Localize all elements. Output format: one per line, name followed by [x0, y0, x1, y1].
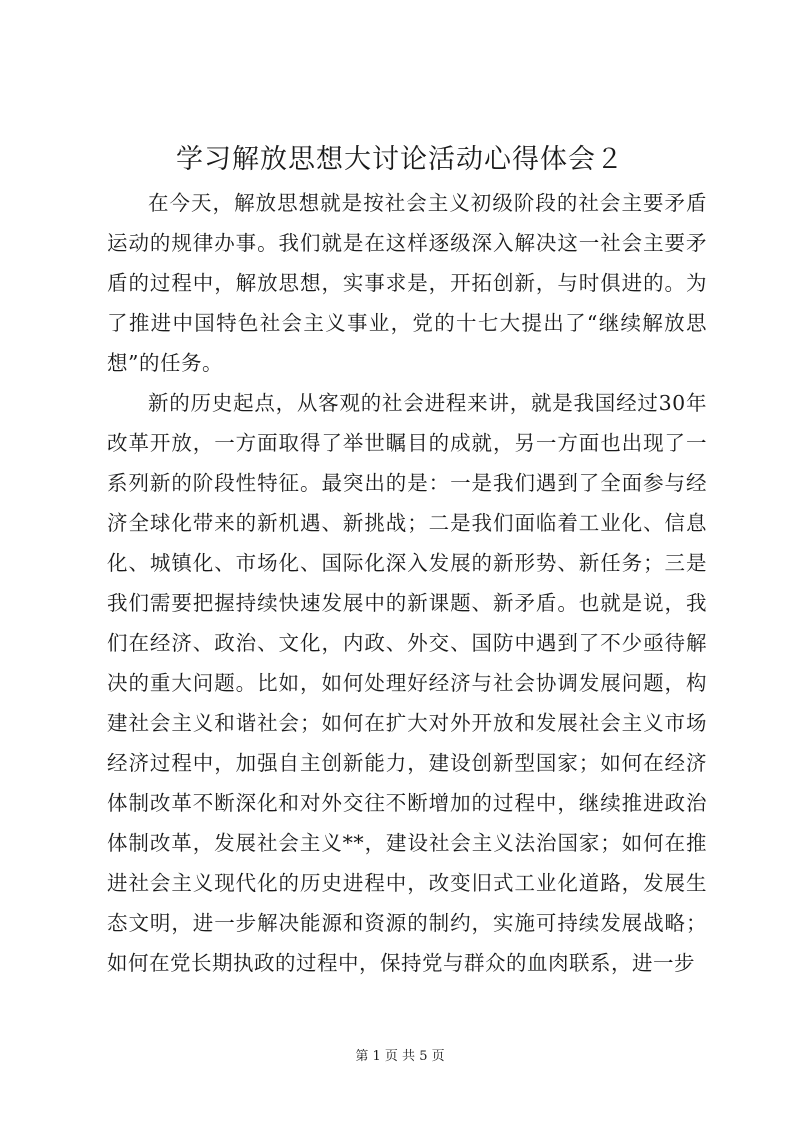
paragraph-2: 新的历史起点，从客观的社会进程来讲，就是我国经过30年改革开放，一方面取得了举世瞩目的成就，另一方面也出现了一系列新的阶段性特征。最突出的是：一是我们遇到了全面参与经济全球化带来的新机遇、新挑战；二是我们面临着工业化、信息化、城镇化、市场化、国际化深入发展的新形势、新任务；三是我们需要把握持续快速发展中的新课题、新矛盾。也就是说，我们在经济、政治、文化，内政、外交、国防中遇到了不少亟待解决的重大问题。比如，如何处理好经济与社会协调发展问题，构建社会主义和谐社会；如何在扩大对外开放和发展社会主义市场经济过程中，加强自主创新能力，建设创新型国家；如何在经济体制改革不断深化和对外交往不断增加的过程中，继续推进政治体制改革，发展社会主义**，建设社会主义法治国家；如何在推进社会主义现代化的历史进程中，改变旧式工业化道路，发展生态文明，进一步解决能源和资源的制约，实施可持续发展战略；如何在党长期执政的过程中，保持党与群众的血肉联系，进一步 — [107, 391, 707, 975]
paragraph-1: 在今天，解放思想就是按社会主义初级阶段的社会主要矛盾运动的规律办事。我们就是在这样逐级深入解决这一社会主要矛盾的过程中，解放思想，实事求是，开拓创新，与时俱进的。为了推进中国特色社会主义事业，党的十七大提出了“继续解放思想”的任务。 — [107, 191, 707, 375]
document-title: 学习解放思想大讨论活动心得体会２ — [176, 144, 624, 175]
page-number-footer: 第 1 页 共 5 页 — [355, 1049, 445, 1064]
document-body — [107, 183, 707, 983]
